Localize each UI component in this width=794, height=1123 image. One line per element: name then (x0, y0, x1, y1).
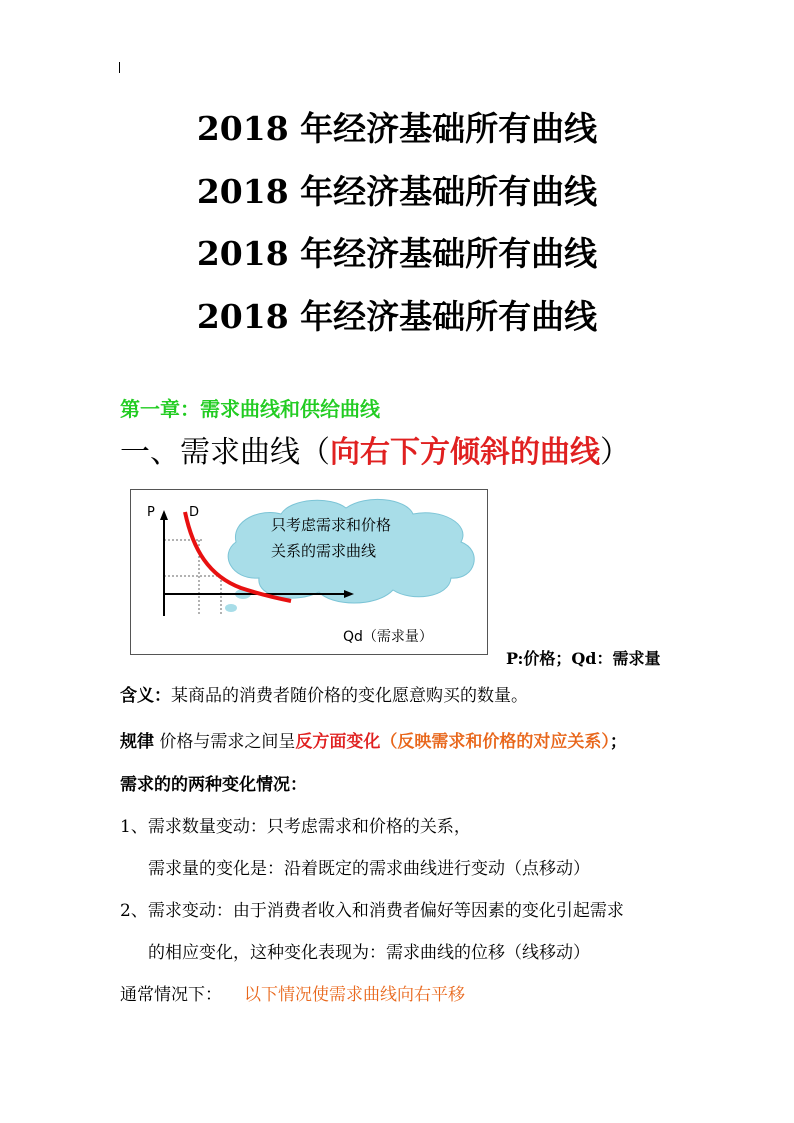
rule-orange-text: （反映需求和价格的对应关系） (380, 732, 610, 752)
y-axis-arrow (160, 510, 168, 520)
demand-curve-svg (131, 490, 489, 656)
rule-text: 价格与需求之间呈 (159, 732, 296, 752)
usual-label: 通常情况下： (120, 985, 222, 1005)
rule-label: 规律 (120, 732, 154, 752)
page-title-3: 2018 年经济基础所有曲线 (196, 234, 598, 273)
rule-red-text: 反方面变化 (295, 732, 381, 752)
page-title-1: 2018 年经济基础所有曲线 (196, 109, 598, 148)
cloud-text-line1: 只考虑需求和价格 (271, 516, 392, 534)
section-heading-highlight: 向右下方倾斜的曲线 (330, 435, 600, 470)
rule-paragraph (120, 730, 627, 754)
section-heading-prefix: 一、需求曲线（ (120, 435, 330, 470)
case2-line2: 的相应变化，这种变化表现为：需求曲线的位移（线移动） (148, 943, 590, 963)
axis-label-p: P (147, 505, 155, 520)
meaning-label: 含义： (120, 686, 171, 706)
usual-text: 以下情况使需求曲线向右平移 (244, 985, 465, 1005)
cloud-bubble-small (225, 604, 237, 612)
x-axis-label: Qd（需求量） (343, 629, 433, 645)
meaning-text: 某商品的消费者随价格的变化愿意购买的数量。 (171, 686, 528, 706)
figure-caption: P:价格；Qd：需求量 (506, 649, 661, 668)
demand-curve-figure (130, 489, 488, 655)
usual-paragraph (120, 983, 465, 1007)
page-title-4: 2018 年经济基础所有曲线 (196, 297, 598, 336)
chapter-heading: 第一章：需求曲线和供给曲线 (120, 397, 380, 421)
two-cases-heading: 需求的的两种变化情况： (120, 775, 307, 795)
meaning-paragraph (120, 684, 528, 708)
section-heading-suffix: ） (600, 435, 630, 470)
page-title-2: 2018 年经济基础所有曲线 (196, 172, 598, 211)
curve-label-d: D (189, 505, 200, 520)
rule-end: ； (609, 732, 627, 752)
text-cursor (119, 62, 120, 73)
case1-line1: 1、需求数量变动：只考虑需求和价格的关系， (120, 817, 471, 837)
section-heading (120, 434, 630, 472)
case1-line2: 需求量的变化是：沿着既定的需求曲线进行变动（点移动） (148, 859, 590, 879)
case2-line1: 2、需求变动：由于消费者收入和消费者偏好等因素的变化引起需求 (120, 901, 624, 921)
cloud-text-line2: 关系的需求曲线 (271, 542, 377, 560)
